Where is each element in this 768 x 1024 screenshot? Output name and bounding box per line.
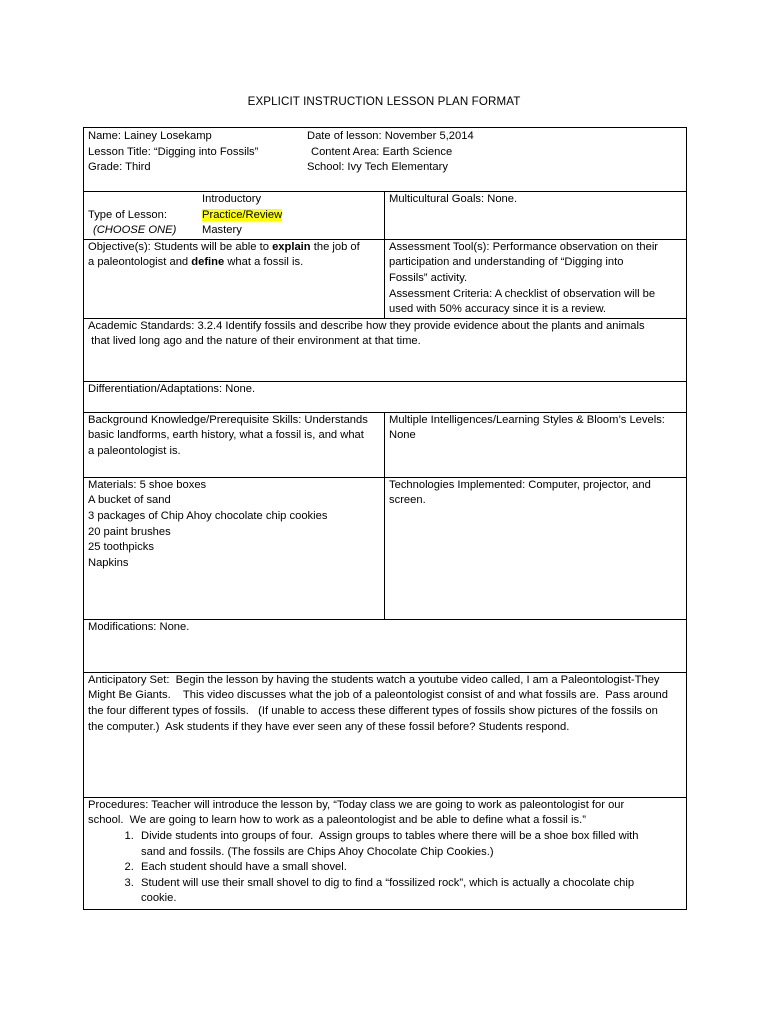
differentiation-cell: Differentiation/Adaptations: None. (84, 381, 687, 412)
grade: Grade: Third (88, 161, 151, 174)
assessment-cell: Assessment Tool(s): Performance observation on their participation and understanding of “Digging into Fossils” activity. Assessment Criteria: A checklist of observation will be used with 50% accuracy since it is a review. (385, 239, 687, 318)
content-area: Content Area: Earth Science (311, 145, 453, 158)
keyword-explain: explain (272, 240, 311, 253)
school: School: Ivy Tech Elementary (307, 161, 448, 174)
background-knowledge-cell: Background Knowledge/Prerequisite Skills: Understands basic landforms, earth history, what a fossil is, and what a paleontologist is. (84, 412, 385, 477)
objectives-cell: Objective(s): Students will be able to explain the job of a paleontologist and define what a fossil is. (84, 239, 385, 318)
multiple-intelligences-cell: Multiple Intelligences/Learning Styles & Bloom’s Levels: None (385, 412, 687, 477)
lesson-type-option-selected: Practice/Review (202, 208, 283, 221)
choose-one-note: (CHOOSE ONE) (93, 224, 177, 237)
materials-item: 3 packages of Chip Ahoy chocolate chip cookies (88, 509, 328, 522)
multicultural-goals: Multicultural Goals: None. (389, 193, 518, 205)
materials-item: Materials: 5 shoe boxes (88, 478, 207, 491)
background-row (84, 412, 687, 477)
anticipatory-row (84, 672, 687, 797)
lesson-plan-table (83, 127, 687, 910)
materials-item: 20 paint brushes (88, 525, 171, 538)
lesson-type-cell (84, 192, 385, 240)
modifications-cell: Modifications: None. (84, 619, 687, 672)
modifications-row (84, 619, 687, 672)
header-row (84, 128, 687, 192)
technologies-cell: Technologies Implemented: Computer, projector, and screen. (385, 477, 687, 619)
lesson-type-row (84, 192, 687, 240)
keyword-define: define (191, 256, 225, 269)
lesson-title: Lesson Title: “Digging into Fossils” (88, 145, 259, 158)
materials-cell (84, 477, 385, 619)
document-title: EXPLICIT INSTRUCTION LESSON PLAN FORMAT (247, 95, 521, 108)
objectives-row (84, 239, 687, 318)
academic-standards-cell: Academic Standards: 3.2.4 Identify fossils and describe how they provide evidence about the plants and animals that lived long ago and the nature of their environment at that time. (84, 318, 687, 381)
teacher-name: Name: Lainey Losekamp (88, 130, 212, 142)
materials-item: Napkins (88, 556, 129, 569)
materials-item: A bucket of sand (88, 494, 171, 507)
differentiation-row (84, 381, 687, 412)
materials-item: 25 toothpicks (88, 541, 154, 554)
procedures-row (84, 797, 687, 909)
procedure-step: 3. Student will use their small shovel to dig to find a “fossilized rock”, which is actually a chocolate chip cookie. (137, 876, 682, 907)
lesson-date: Date of lesson: November 5,2014 (307, 130, 474, 142)
procedures-cell: Procedures: Teacher will introduce the lesson by, “Today class we are going to work as paleontologist for our school. We are going to learn how to work as a paleontologist and be able to define what a fossil is.” 1. Divide students into groups of four. Assign groups to tables where there will be a shoe box filled with sand and fossils. (The fossils are Chips Ahoy Chocolate Chip Cookies.) 2. Each student should have a small shovel. 3. Student will use their small shovel to dig to find a “fossilized rock”, which is actually a chocolate chip cookie. (84, 797, 687, 909)
lesson-type-option-mastery: Mastery (202, 224, 242, 237)
materials-row (84, 477, 687, 619)
lesson-type-label: Type of Lesson: (88, 208, 167, 221)
lesson-type-option-introductory: Introductory (202, 193, 262, 205)
standards-row (84, 318, 687, 381)
procedures-list (88, 829, 682, 907)
procedure-step: 1. Divide students into groups of four. Assign groups to tables where there will be a shoe box filled with sand and fossils. (The fossils are Chips Ahoy Chocolate Chip Cookies.) (137, 829, 682, 860)
multicultural-goals-cell (385, 192, 687, 240)
anticipatory-set-cell: Anticipatory Set: Begin the lesson by having the students watch a youtube video called, I am a Paleontologist-They Might Be Giants. This video discusses what the job of a paleontologist consist of and what fossils are. Pass around the four different types of fossils. (If unable to access these different types of fossils show pictures of the fossils on the computer.) Ask students if they have ever seen any of these fossil before? Students respond. (84, 672, 687, 797)
header-cell (84, 128, 687, 192)
procedure-step: 2. Each student should have a small shovel. (137, 860, 682, 876)
